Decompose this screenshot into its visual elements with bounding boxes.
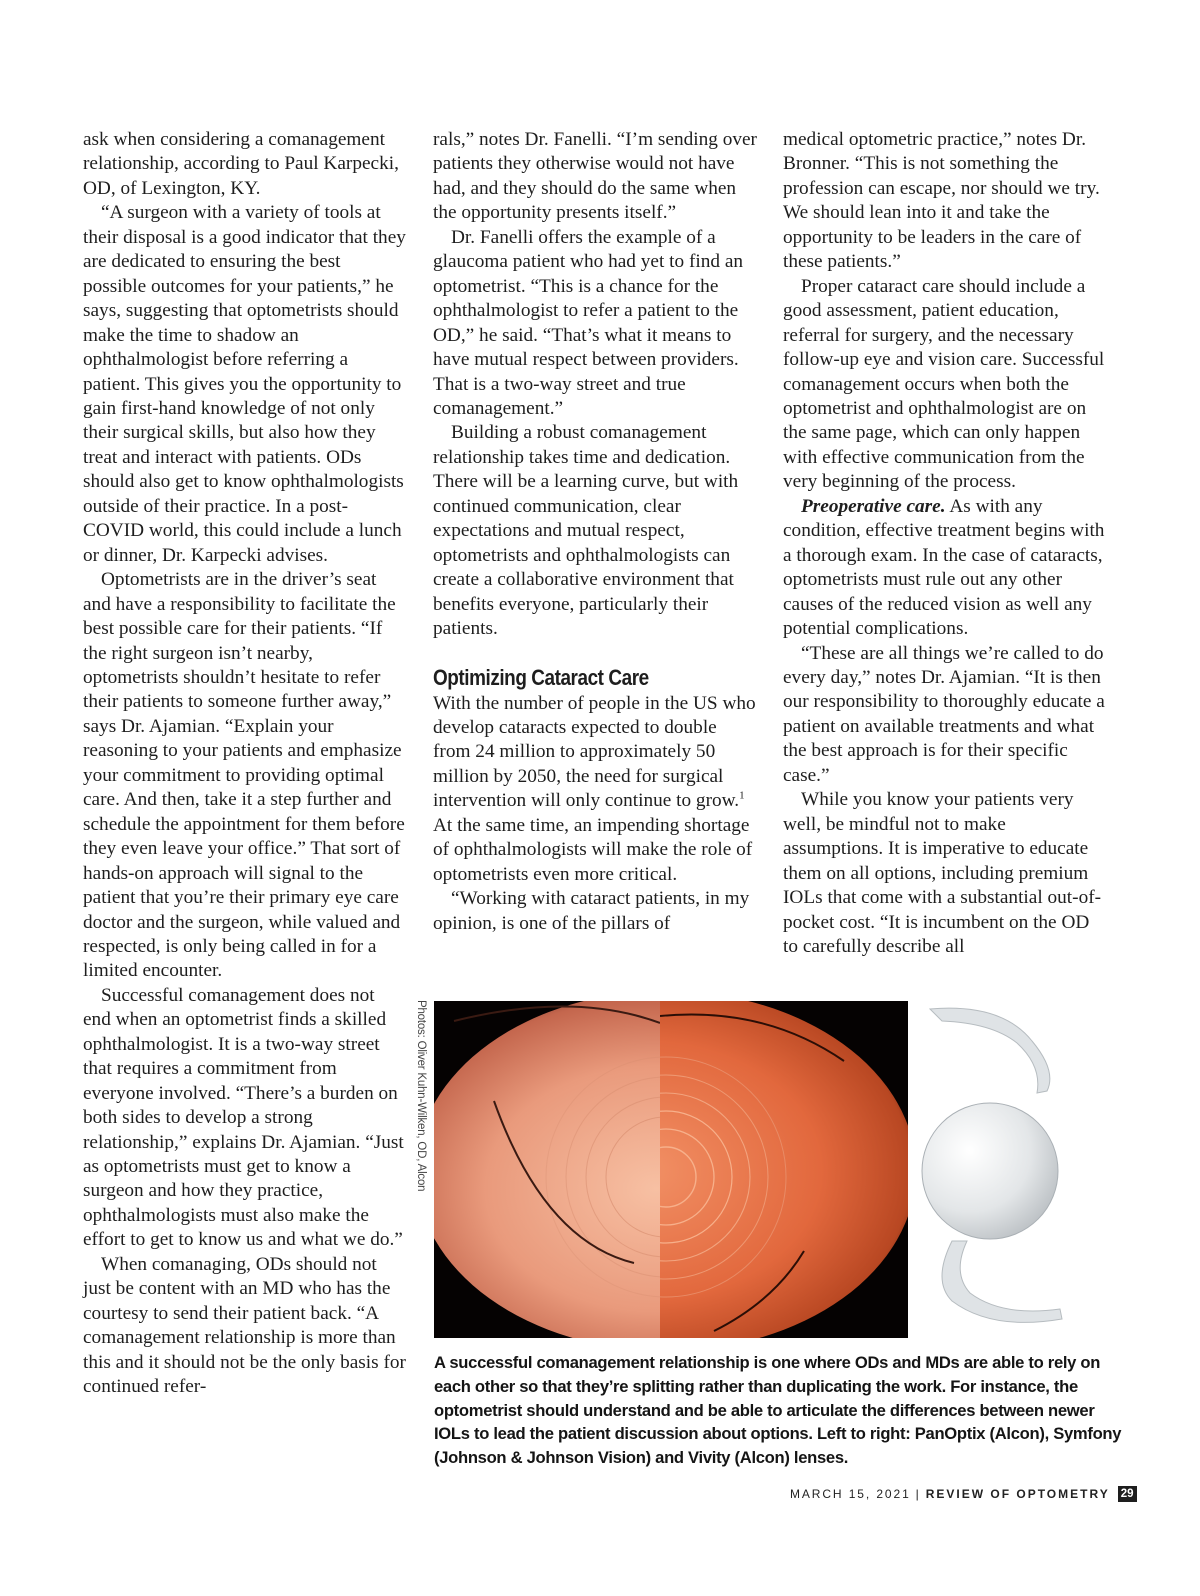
paragraph: ask when considering a comanagement relationship, according to Paul Karpecki, OD, of Lexington, KY. [83, 129, 399, 199]
paragraph: Proper cataract care should include a good assessment, patient education, referral for surgery, and the necessary follow-up eye and vision care. Successful comanagement occurs when both the optometrist and ophthalmologist are on the same page, which can only happen with effective communication from the very beginning of the process. [783, 275, 1105, 493]
footer-separator: | [915, 1487, 921, 1501]
lens-photo-vivity [912, 1001, 1072, 1338]
paragraph: “Working with cataract patients, in my opinion, is one of the pillars of [433, 888, 750, 934]
vivity-lens-image [912, 1001, 1072, 1338]
lens-photo-image [434, 1001, 908, 1338]
paragraph: Optometrists are in the driver’s seat and have a responsibility to facilitate the best possible care for their patients. “If the right surgeon isn’t nearby, optometrists shouldn’t hesitate to refer their patients to someone further away,” says Dr. Ajamian. “Explain your reasoning to your patients and emphasize your commitment to providing optimal care. And then, take it a step further and schedule the appointment for them before they even leave your office.” That sort of hands-on approach will signal to the patient that you’re their primary eye care doctor and the surgeon, while valued and respected, is only being called in for a limited encounter. [83, 569, 405, 982]
paragraph-text: As with any condition, effective treatment begins with a thorough exam. In the case of cataracts, optometrists must rule out any other causes of the reduced vision as well any potential complications. [783, 495, 1105, 640]
paragraph-text: With the number of people in the US who develop cataracts expected to double from 24 million to approximately 50 million by 2050, the need for surgical intervention will only continue to grow. [433, 692, 756, 812]
paragraph [433, 692, 758, 888]
paragraph: When comanaging, ODs should not just be content with an MD who has the courtesy to send their patient back. “A comanagement relationship is more than this and it should not be the only basis for continued refer- [83, 1253, 406, 1398]
article-column-1 [83, 128, 407, 1400]
article-column-3 [783, 128, 1108, 959]
paragraph: Successful comanagement does not end when an optometrist finds a skilled ophthalmologist. It is a two-way street that requires a commitment from everyone involved. “There’s a burden on both sides to develop a strong relationship,” explains Dr. Ajamian. “Just as optometrists must get to know a surgeon and how they practice, ophthalmologists must also make the effort to get to know us and what we do.” [83, 984, 404, 1251]
page-number: 29 [1118, 1486, 1137, 1502]
section-heading: Optimizing Cataract Care [433, 664, 649, 690]
paragraph [783, 495, 1108, 642]
paragraph: medical optometric practice,” notes Dr. Bronner. “This is not something the profession can escape, nor should we try. We should lean into it and take the opportunity to be leaders in the care of these patients.” [783, 129, 1100, 273]
paragraph: “These are all things we’re called to do every day,” notes Dr. Ajamian. “It is then our responsibility to thoroughly educate a patient on available treatments and what the best approach is for their specific case.” [783, 642, 1105, 786]
figure-caption: A successful comanagement relationship is one where ODs and MDs are able to rely on each other so that they’re splitting rather than duplicating the work. For instance, the optometrist should understand and be able to articulate the differences between newer IOLs to lead the patient discussion about options. Left to right: PanOptix (Alcon), Symfony (Johnson & Johnson Vision) and Vivity (Alcon) lenses. [434, 1353, 1122, 1468]
photo-credit: Photos: Oliver Kuhn-Wilken, OD, Alcon [415, 1000, 427, 1192]
paragraph: Dr. Fanelli offers the example of a glaucoma patient who had yet to find an optometrist. “This is a chance for the ophthalmologist to refer a patient to the OD,” he said. “That’s what it means to have mutual respect between providers. That is a two-way street and true comanagement.” [433, 226, 744, 419]
paragraph: Building a robust comanagement relationship takes time and dedication. There will be a learning curve, but with continued communication, clear expectations and mutual respect, optometrists and ophthalmologists can create a collaborative environment that benefits everyone, particularly their patients. [433, 422, 739, 640]
paragraph: rals,” notes Dr. Fanelli. “I’m sending over patients they otherwise would not have had, and they should do the same when the opportunity presents itself.” [433, 129, 757, 224]
paragraph: “A surgeon with a variety of tools at their disposal is a good indicator that they are dedicated to ensuring the best possible outcomes for your patients,” he says, suggesting that optometrists should make the time to shadow an ophthalmologist before referring a patient. This gives you the opportunity to gain first-hand knowledge of not only their surgical skills, but also how they treat and interact with patients. ODs should also get to know ophthalmologists outside of their practice. In a post-COVID world, this could include a lunch or dinner, Dr. Karpecki advises. [83, 202, 406, 566]
run-in-heading: Preoperative care. [801, 495, 946, 517]
reference-superscript: 1 [739, 789, 745, 802]
issue-date: MARCH 15, 2021 [790, 1487, 911, 1501]
lens-photo-panoptix-symfony [434, 1001, 908, 1338]
paragraph: While you know your patients very well, be mindful not to make assumptions. It is imperative to educate them on all options, including premium IOLs that come with a substantial out-of-pocket cost. “It is incumbent on the OD to carefully describe all [783, 789, 1102, 957]
paragraph-text: At the same time, an impending shortage of ophthalmologists will make the role of optometrists even more critical. [433, 814, 753, 885]
article-column-2 [433, 128, 758, 936]
magazine-name: REVIEW OF OPTOMETRY [925, 1487, 1110, 1501]
page-footer [790, 1486, 1134, 1502]
